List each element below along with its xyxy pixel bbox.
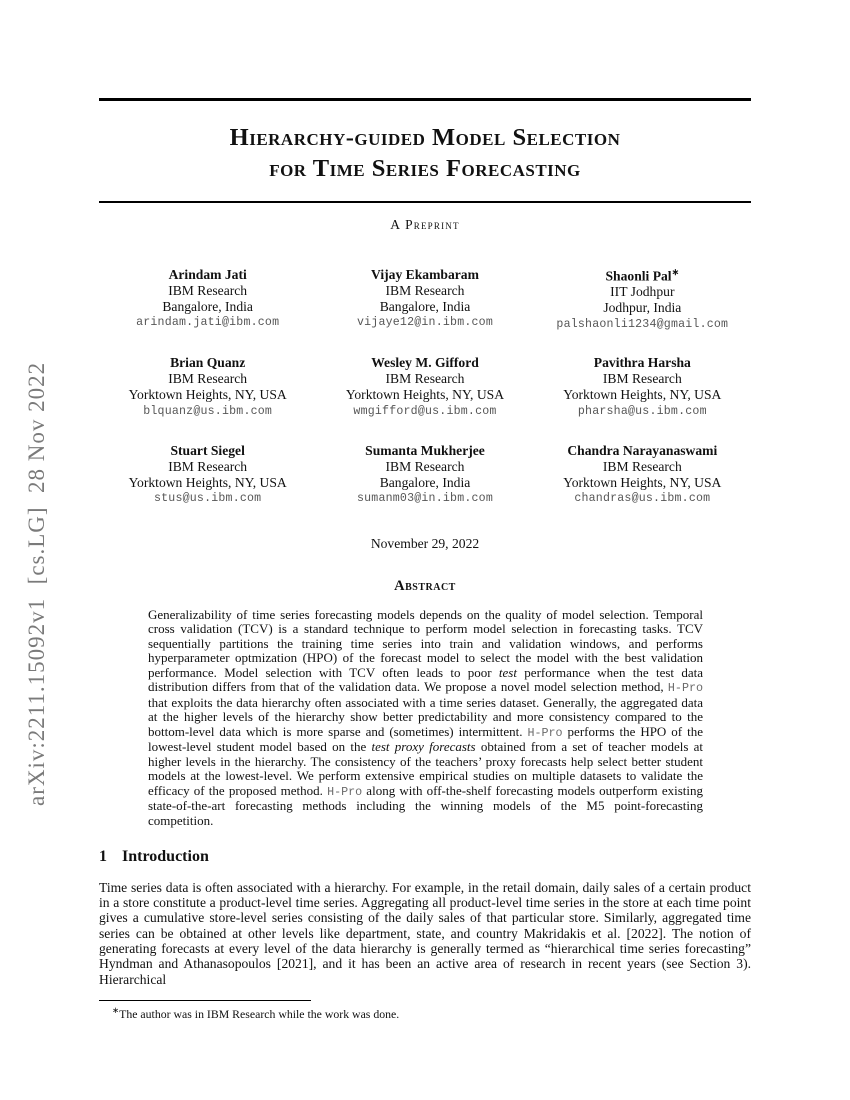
- author-affiliation: IBM Research: [385, 282, 465, 298]
- author-email: pharsha@us.ibm.com: [577, 405, 707, 419]
- author-block-8: [316, 443, 533, 506]
- title-line-2: for Time Series Forecasting: [269, 154, 581, 182]
- author-name: Pavithra Harsha: [593, 355, 691, 371]
- section-1-heading: [99, 848, 751, 866]
- author-email: stus@us.ibm.com: [153, 492, 262, 506]
- footnote-body: The author was in IBM Research while the work was done.: [119, 1007, 400, 1022]
- author-block-1: [99, 267, 316, 332]
- author-location: Bangalore, India: [379, 298, 471, 314]
- author-name: Vijay Ekambaram: [371, 266, 479, 282]
- author-block-4: [99, 355, 316, 418]
- author-affiliation: IBM Research: [168, 458, 248, 474]
- author-affiliation: IBM Research: [385, 458, 465, 474]
- author-email: chandras@us.ibm.com: [574, 492, 711, 506]
- author-name: [534, 267, 751, 284]
- author-location: Yorktown Heights, NY, USA: [128, 474, 287, 490]
- author-block-3: [534, 267, 751, 332]
- author-affiliation: IBM Research: [168, 282, 248, 298]
- paper-title: [99, 123, 751, 185]
- author-email: palshaonli1234@gmail.com: [556, 317, 729, 331]
- author-location: Yorktown Heights, NY, USA: [128, 387, 287, 403]
- author-affiliation: IBM Research: [602, 458, 682, 474]
- paper-content: [0, 98, 850, 1022]
- abstract-heading: Abstract: [394, 577, 456, 594]
- footnote-marker: ∗: [112, 1005, 120, 1016]
- author-name-text: Shaonli Pal: [605, 268, 672, 284]
- footnote-marker-ref: ∗: [671, 266, 680, 277]
- author-email: wmgifford@us.ibm.com: [353, 405, 497, 419]
- title-rule-bottom: [99, 201, 751, 203]
- author-location: Bangalore, India: [379, 474, 471, 490]
- author-email: sumanm03@in.ibm.com: [356, 492, 493, 506]
- author-block-2: [316, 267, 533, 332]
- author-email: blquanz@us.ibm.com: [143, 405, 273, 419]
- author-block-9: [534, 443, 751, 506]
- arxiv-watermark: arXiv:2211.15092v1 [cs.LG] 28 Nov 2022: [24, 361, 49, 806]
- author-location: Yorktown Heights, NY, USA: [563, 387, 722, 403]
- author-name: Stuart Siegel: [170, 442, 245, 458]
- preprint-label: A Preprint: [390, 216, 460, 232]
- title-rule-top: [99, 98, 751, 101]
- author-affiliation: IBM Research: [168, 371, 248, 387]
- author-name: Arindam Jati: [168, 266, 247, 282]
- intro-paragraph: Time series data is often associated with a hierarchy. For example, in the retail domain, daily sales of a certain product in a store constitute a product-level time series. Aggregating all product-level time series in the store at each time point gives a cumulative store-level series consisting of the daily sales of that particular store. Similarly, aggregated time series can be obtained at other levels like department, state, and country Makridakis et al. [2022]. The notion of generating forecasts at every level of the data hierarchy is generally termed as “hierarchical time series forecasting” Hyndman and Athanasopoulos [2021], and it has been an active area of research in recent years (see Section 3). Hierarchical: [99, 879, 751, 987]
- author-email: vijaye12@in.ibm.com: [356, 316, 493, 330]
- title-line-1: Hierarchy-guided Model Selection: [229, 124, 621, 151]
- author-affiliation: IIT Jodhpur: [610, 284, 675, 300]
- author-location: Bangalore, India: [162, 298, 253, 314]
- author-location: Yorktown Heights, NY, USA: [563, 474, 722, 490]
- author-affiliation: IBM Research: [385, 371, 465, 387]
- section-number: 1: [99, 848, 107, 866]
- author-name: Wesley M. Gifford: [371, 355, 479, 371]
- authors-grid: [99, 267, 751, 506]
- author-location: Jodhpur, India: [603, 300, 682, 316]
- author-block-6: [534, 355, 751, 418]
- author-name: Sumanta Mukherjee: [365, 442, 485, 458]
- author-affiliation: IBM Research: [602, 371, 682, 387]
- author-block-5: [316, 355, 533, 418]
- footnote-rule: [99, 1000, 311, 1001]
- author-name: Chandra Narayanaswami: [567, 442, 718, 458]
- paper-date: November 29, 2022: [370, 535, 480, 551]
- author-email: arindam.jati@ibm.com: [136, 316, 280, 330]
- abstract-text: Generalizability of time series forecasting models depends on the quality of model selection. Temporal cross validation (TCV) is a standard technique to perform model selection in forecasting tasks. TCV sequentially partitions the training time series into train and validation windows, and performs hyperparameter optmization (HPO) of the forecast model to select the model with the best validation performance. Model selection with TCV often leads to poor test performance when the test data distribution differs from that of the validation data. We propose a novel model selection method, H-Pro that exploits the data hierarchy often associated with a time series dataset. Generally, the aggregated data at the higher levels of the hierarchy show better predictability and more consistency compared to the bottom-level data which is more sparse and (sometimes) intermittent. H-Pro performs the HPO of the lowest-level student model based on the test proxy forecasts obtained from a set of teacher models at higher levels in the hierarchy. The consistency of the teachers’ proxy forecasts help select better student models at the lowest-level. We perform extensive empirical studies on multiple datasets to validate the efficacy of the proposed method. H-Pro along with off-the-shelf forecasting models outperform existing state-of-the-art forecasting methods including the winning models of the M5 point-forecasting competition.: [148, 606, 704, 828]
- author-block-7: [99, 443, 316, 506]
- footnote-text: [99, 1005, 751, 1022]
- section-title: Introduction: [122, 848, 209, 866]
- author-name: Brian Quanz: [170, 355, 246, 371]
- author-location: Yorktown Heights, NY, USA: [345, 387, 505, 403]
